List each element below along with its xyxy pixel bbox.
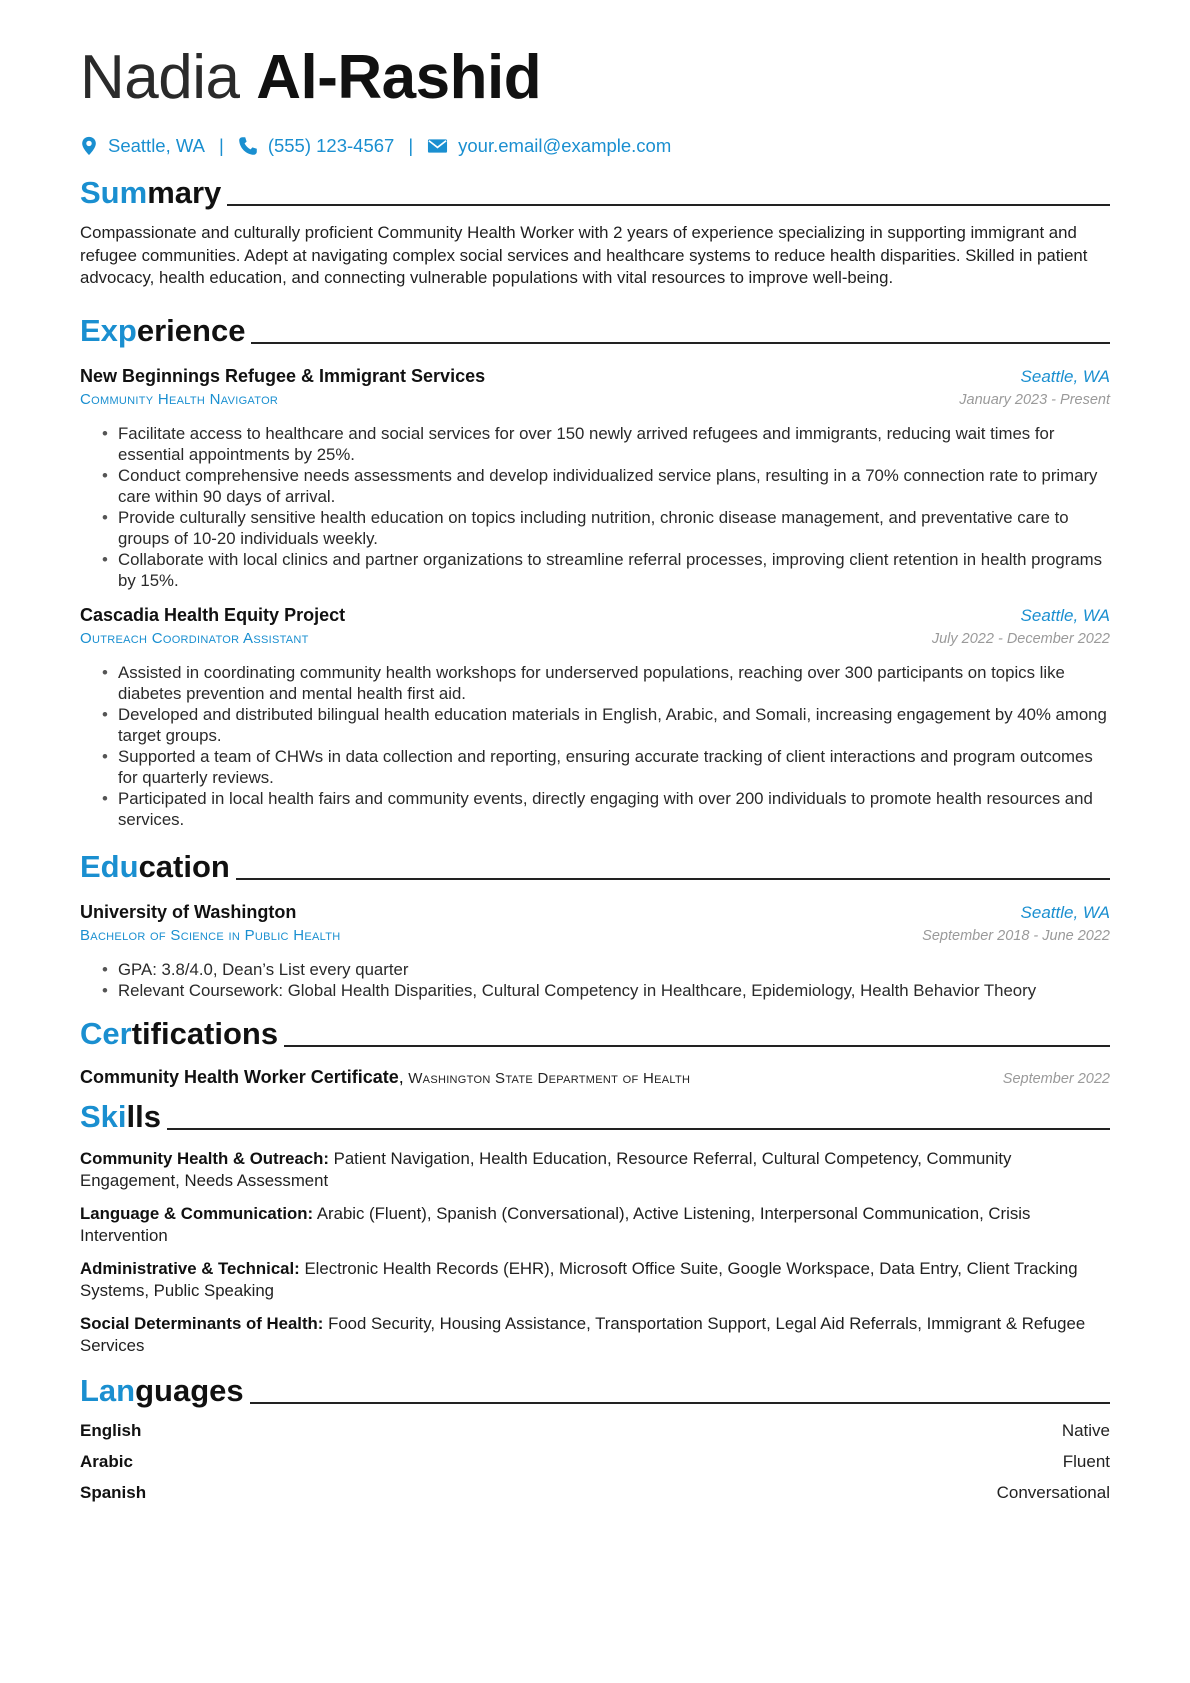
- language-level: Native: [1061, 1420, 1110, 1440]
- contact-location: [80, 134, 205, 158]
- bullet-item: • Conduct comprehensive needs assessments and develop individualized service plans, resulting in a 70% connection rate to primary care within 90 days of arrival.: [118, 465, 1110, 507]
- skill-category: Language & Communication:: [80, 1203, 314, 1223]
- last-name: Al-Rashid: [256, 43, 542, 112]
- entry-location: Seattle, WA: [1020, 366, 1110, 386]
- certification-name: Community Health Worker Certificate: [80, 1066, 399, 1087]
- contact-phone[interactable]: [238, 134, 395, 158]
- bullet-item: • Provide culturally sensitive health education on topics including nutrition, chronic disease management, and preventative care to groups of 10-20 individuals weekly.: [118, 507, 1110, 549]
- section-title: [80, 1374, 244, 1408]
- language-row: [80, 1420, 1110, 1442]
- skill-row: [80, 1258, 1110, 1303]
- experience-entry: [80, 364, 1110, 591]
- contact-email[interactable]: [427, 134, 671, 158]
- bullet-item: • Supported a team of CHWs in data collection and reporting, ensuring accurate tracking of client interactions and program outcomes for quarterly reviews.: [118, 746, 1110, 788]
- certification-issuer: Washington State Department of Health: [408, 1069, 691, 1087]
- section-rule: [251, 342, 1110, 344]
- skill-row: [80, 1313, 1110, 1358]
- map-pin-icon: [80, 136, 98, 156]
- bullet-item: • Participated in local health fairs and community events, directly engaging with over 200 individuals to promote health resources and services.: [118, 788, 1110, 830]
- section-title: [80, 850, 230, 884]
- certifications-heading: [80, 1013, 1110, 1051]
- bullet-list: [80, 662, 1110, 830]
- bullet-list: [80, 959, 1110, 1001]
- section-rule: [236, 878, 1110, 880]
- skill-category: Social Determinants of Health:: [80, 1313, 324, 1333]
- bullet-item: • GPA: 3.8/4.0, Dean’s List every quarter: [118, 959, 1110, 980]
- bullet-item: • Facilitate access to healthcare and social services for over 150 newly arrived refugees and immigrants, reducing wait times for essential appointments by 25%.: [118, 423, 1110, 465]
- experience-heading: [80, 310, 1110, 348]
- job-title: Community Health Navigator: [80, 390, 279, 408]
- title-accent: Sum: [80, 175, 148, 210]
- email-link: your.email@example.com: [458, 135, 672, 156]
- language-level: Conversational: [996, 1482, 1110, 1502]
- languages-heading: [80, 1370, 1110, 1408]
- title-rest: mary: [147, 175, 222, 210]
- skill-items: Patient Navigation, Health Education, Resource Referral, Cultural Competency, Community Engagement, Needs Assessment: [80, 1148, 1012, 1190]
- skill-items: Electronic Health Records (EHR), Microsoft Office Suite, Google Workspace, Data Entry, Client Tracking Systems, Public Speaking: [80, 1258, 1078, 1300]
- institution-name: University of Washington: [80, 901, 297, 922]
- candidate-name: [80, 42, 1110, 114]
- phone-icon: [238, 136, 258, 156]
- entry-location: Seattle, WA: [1020, 605, 1110, 625]
- skill-items: Arabic (Fluent), Spanish (Conversational), Active Listening, Interpersonal Communication, Crisis Intervention: [80, 1203, 1031, 1245]
- section-title: [80, 1100, 161, 1134]
- entry-dates: September 2018 - June 2022: [922, 927, 1110, 944]
- certification-entry: [80, 1067, 1110, 1090]
- section-rule: [227, 204, 1110, 206]
- section-rule: [284, 1045, 1110, 1047]
- certification-separator: ,: [398, 1066, 404, 1087]
- skill-category: Administrative & Technical:: [80, 1258, 300, 1278]
- title-rest: cation: [138, 848, 230, 884]
- bullet-item: • Collaborate with local clinics and partner organizations to streamline referral processes, improving client retention in health programs by 15%.: [118, 549, 1110, 591]
- section-title: [80, 314, 245, 348]
- job-title: Outreach Coordinator Assistant: [80, 629, 309, 647]
- title-rest: guages: [135, 1372, 244, 1408]
- title-rest: tifications: [131, 1015, 279, 1051]
- language-name: Spanish: [80, 1482, 147, 1502]
- language-row: [80, 1451, 1110, 1473]
- skill-category: Community Health & Outreach:: [80, 1148, 329, 1168]
- section-title: [80, 176, 221, 210]
- language-name: English: [80, 1420, 142, 1440]
- bullet-item: • Relevant Coursework: Global Health Disparities, Cultural Competency in Healthcare, Epidemiology, Health Behavior Theory: [118, 980, 1110, 1001]
- skill-row: [80, 1203, 1110, 1248]
- title-accent: Cer: [80, 1015, 132, 1051]
- contact-bar: [80, 134, 1110, 158]
- bullet-list: [80, 423, 1110, 591]
- envelope-icon: [427, 136, 448, 156]
- entry-dates: January 2023 - Present: [959, 391, 1110, 408]
- bullet-item: • Developed and distributed bilingual health education materials in English, Arabic, and Somali, increasing engagement by 40% among target groups.: [118, 704, 1110, 746]
- title-accent: Edu: [80, 848, 139, 884]
- title-rest: erience: [136, 312, 246, 348]
- location-text: Seattle, WA: [108, 135, 205, 156]
- organization-name: Cascadia Health Equity Project: [80, 604, 346, 625]
- organization-name: New Beginnings Refugee & Immigrant Services: [80, 365, 486, 386]
- skills-heading: [80, 1096, 1110, 1134]
- entry-dates: July 2022 - December 2022: [931, 630, 1110, 647]
- languages-list: [80, 1420, 1110, 1504]
- skill-items: Food Security, Housing Assistance, Transportation Support, Legal Aid Referrals, Immigrant & Refugee Services: [80, 1313, 1086, 1355]
- section-rule: [250, 1402, 1110, 1404]
- section-title: [80, 1017, 278, 1051]
- entry-location: Seattle, WA: [1020, 902, 1110, 922]
- summary-text: Compassionate and culturally proficient Community Health Worker with 2 years of experience specializing in supporting immigrant and refugee communities. Adept at navigating complex social services and healthcare systems to reduce health disparities. Skilled in patient advocacy, health education, and connecting vulnerable populations with vital resources to improve well-being.: [80, 223, 1088, 287]
- summary-heading: [80, 172, 1110, 210]
- education-entry: [80, 900, 1110, 1001]
- experience-entry: [80, 603, 1110, 830]
- title-accent: Exp: [80, 312, 137, 348]
- first-name: Nadia: [80, 43, 240, 112]
- skills-list: [80, 1148, 1110, 1358]
- title-rest: lls: [126, 1098, 161, 1134]
- skill-row: [80, 1148, 1110, 1193]
- education-heading: [80, 846, 1110, 884]
- phone-text: (555) 123-4567: [267, 135, 395, 156]
- contact-separator: |: [408, 135, 414, 156]
- degree-title: Bachelor of Science in Public Health: [80, 926, 341, 944]
- contact-separator: |: [219, 135, 224, 156]
- section-rule: [167, 1128, 1110, 1130]
- bullet-item: • Assisted in coordinating community health workshops for underserved populations, reaching over 300 participants on topics like diabetes prevention and mental health first aid.: [118, 662, 1110, 704]
- title-accent: Lan: [80, 1372, 136, 1408]
- language-row: [80, 1482, 1110, 1504]
- certification-date: September 2022: [1002, 1070, 1110, 1087]
- language-level: Fluent: [1062, 1451, 1110, 1471]
- title-accent: Ski: [80, 1098, 127, 1134]
- certification-label: [80, 1067, 690, 1088]
- language-name: Arabic: [80, 1451, 133, 1471]
